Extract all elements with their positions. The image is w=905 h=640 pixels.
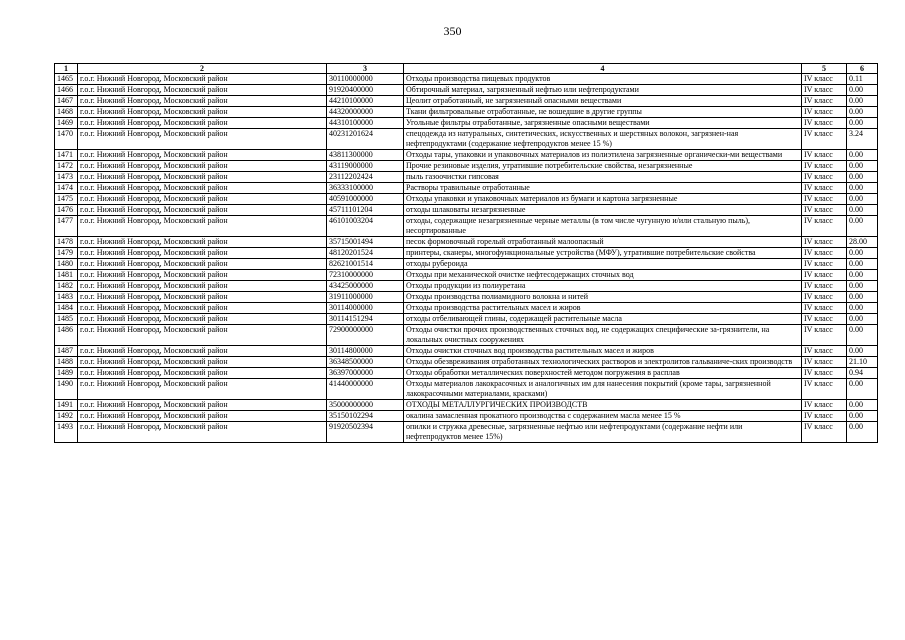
row-number: 1466 — [55, 85, 78, 96]
hazard-class-cell: IV класс — [802, 400, 847, 411]
waste-description-cell: Отходы при механической очистке нефтесодержащих сточных вод — [404, 270, 802, 281]
waste-code-cell: 46101003204 — [327, 216, 404, 237]
waste-code-cell: 40231201624 — [327, 129, 404, 150]
amount-cell: 0.00 — [847, 379, 878, 400]
waste-description-cell: принтеры, сканеры, многофункциональные устройства (МФУ), утратившие потребительские свойства — [404, 248, 802, 259]
table-row — [55, 325, 878, 346]
location-cell: г.о.г. Нижний Новгород, Московский район — [78, 129, 327, 150]
waste-description-cell: Отходы упаковки и упаковочных материалов из бумаги и картона загрязненные — [404, 194, 802, 205]
hazard-class-cell: IV класс — [802, 314, 847, 325]
table-row — [55, 118, 878, 129]
amount-cell: 3.24 — [847, 129, 878, 150]
table-row — [55, 368, 878, 379]
waste-description-cell: Ткани фильтровальные отработанные, не вошедшие в другие группы — [404, 107, 802, 118]
waste-code-cell: 35150102294 — [327, 411, 404, 422]
waste-description-cell: отходы рубероида — [404, 259, 802, 270]
amount-cell: 0.00 — [847, 259, 878, 270]
row-number: 1478 — [55, 237, 78, 248]
row-number: 1493 — [55, 422, 78, 443]
location-cell: г.о.г. Нижний Новгород, Московский район — [78, 292, 327, 303]
amount-cell: 0.00 — [847, 183, 878, 194]
location-cell: г.о.г. Нижний Новгород, Московский район — [78, 346, 327, 357]
waste-table — [54, 63, 878, 443]
amount-cell: 0.94 — [847, 368, 878, 379]
hazard-class-cell: IV класс — [802, 270, 847, 281]
table-row — [55, 281, 878, 292]
row-number: 1467 — [55, 96, 78, 107]
location-cell: г.о.г. Нижний Новгород, Московский район — [78, 150, 327, 161]
waste-code-cell: 30114800000 — [327, 346, 404, 357]
table-row — [55, 129, 878, 150]
waste-description-cell: Растворы травильные отработанные — [404, 183, 802, 194]
waste-description-cell: пыль газоочистки гипсовая — [404, 172, 802, 183]
row-number: 1473 — [55, 172, 78, 183]
hazard-class-cell: IV класс — [802, 259, 847, 270]
waste-code-cell: 35000000000 — [327, 400, 404, 411]
waste-description-cell: Отходы обработки металлических поверхностей методом погружения в расплав — [404, 368, 802, 379]
amount-cell: 0.00 — [847, 292, 878, 303]
table-row — [55, 259, 878, 270]
amount-cell: 0.00 — [847, 216, 878, 237]
row-number: 1486 — [55, 325, 78, 346]
hazard-class-cell: IV класс — [802, 205, 847, 216]
location-cell: г.о.г. Нижний Новгород, Московский район — [78, 183, 327, 194]
amount-cell: 0.00 — [847, 422, 878, 443]
page-number: 350 — [443, 24, 462, 38]
amount-cell: 0.00 — [847, 314, 878, 325]
waste-description-cell: Отходы тары, упаковки и упаковочных материалов из полиэтилена загрязненные органически-ми веществами — [404, 150, 802, 161]
location-cell: г.о.г. Нижний Новгород, Московский район — [78, 379, 327, 400]
location-cell: г.о.г. Нижний Новгород, Московский район — [78, 205, 327, 216]
table-row — [55, 85, 878, 96]
row-number: 1476 — [55, 205, 78, 216]
waste-code-cell: 36348500000 — [327, 357, 404, 368]
waste-code-cell: 44310100000 — [327, 118, 404, 129]
row-number: 1489 — [55, 368, 78, 379]
waste-code-cell: 72310000000 — [327, 270, 404, 281]
waste-description-cell: отходы отбеливающей глины, содержащей растительные масла — [404, 314, 802, 325]
waste-code-cell: 36333100000 — [327, 183, 404, 194]
waste-description-cell: Отходы производства полиамидного волокна и нитей — [404, 292, 802, 303]
waste-description-cell: Отходы продукции из полиуретана — [404, 281, 802, 292]
amount-cell: 0.00 — [847, 194, 878, 205]
row-number: 1491 — [55, 400, 78, 411]
waste-code-cell: 44320000000 — [327, 107, 404, 118]
table-header-row — [55, 64, 878, 74]
location-cell: г.о.г. Нижний Новгород, Московский район — [78, 259, 327, 270]
hazard-class-cell: IV класс — [802, 194, 847, 205]
waste-description-cell: окалина замасленная прокатного производства с содержанием масла менее 15 % — [404, 411, 802, 422]
waste-description-cell: Отходы производства растительных масел и жиров — [404, 303, 802, 314]
row-number: 1469 — [55, 118, 78, 129]
row-number: 1482 — [55, 281, 78, 292]
hazard-class-cell: IV класс — [802, 183, 847, 194]
row-number: 1484 — [55, 303, 78, 314]
table-row — [55, 422, 878, 443]
amount-cell: 28.00 — [847, 237, 878, 248]
row-number: 1488 — [55, 357, 78, 368]
hazard-class-cell: IV класс — [802, 346, 847, 357]
amount-cell: 0.00 — [847, 96, 878, 107]
hazard-class-cell: IV класс — [802, 281, 847, 292]
waste-code-cell: 30114151294 — [327, 314, 404, 325]
waste-description-cell: спецодежда из натуральных, синтетических, искусственных и шерстяных волокон, загрязнен-ная нефтепродуктами (содержание нефтепродуктов менее 15 %) — [404, 129, 802, 150]
table-row — [55, 107, 878, 118]
waste-code-cell: 43811300000 — [327, 150, 404, 161]
row-number: 1470 — [55, 129, 78, 150]
amount-cell: 0.00 — [847, 270, 878, 281]
amount-cell: 0.00 — [847, 346, 878, 357]
hazard-class-cell: IV класс — [802, 368, 847, 379]
table-row — [55, 292, 878, 303]
hazard-class-cell: IV класс — [802, 248, 847, 259]
hazard-class-cell: IV класс — [802, 325, 847, 346]
table-row — [55, 161, 878, 172]
hazard-class-cell: IV класс — [802, 129, 847, 150]
waste-code-cell: 43119000000 — [327, 161, 404, 172]
amount-cell: 0.00 — [847, 107, 878, 118]
table-row — [55, 248, 878, 259]
amount-cell: 0.00 — [847, 205, 878, 216]
waste-code-cell: 31911000000 — [327, 292, 404, 303]
location-cell: г.о.г. Нижний Новгород, Московский район — [78, 194, 327, 205]
hazard-class-cell: IV класс — [802, 422, 847, 443]
amount-cell: 0.00 — [847, 400, 878, 411]
row-number: 1479 — [55, 248, 78, 259]
hazard-class-cell: IV класс — [802, 161, 847, 172]
row-number: 1475 — [55, 194, 78, 205]
amount-cell: 21.10 — [847, 357, 878, 368]
location-cell: г.о.г. Нижний Новгород, Московский район — [78, 161, 327, 172]
amount-cell: 0.00 — [847, 303, 878, 314]
location-cell: г.о.г. Нижний Новгород, Московский район — [78, 216, 327, 237]
waste-description-cell: Прочие резиновые изделия, утратившие потребительские свойства, незагрязненные — [404, 161, 802, 172]
waste-code-cell: 23112202424 — [327, 172, 404, 183]
hazard-class-cell: IV класс — [802, 150, 847, 161]
location-cell: г.о.г. Нижний Новгород, Московский район — [78, 172, 327, 183]
row-number: 1471 — [55, 150, 78, 161]
row-number: 1472 — [55, 161, 78, 172]
location-cell: г.о.г. Нижний Новгород, Московский район — [78, 96, 327, 107]
waste-code-cell: 35715001494 — [327, 237, 404, 248]
amount-cell: 0.00 — [847, 118, 878, 129]
waste-description-cell: Обтирочный материал, загрязненный нефтью или нефтепродуктами — [404, 85, 802, 96]
table-row — [55, 314, 878, 325]
row-number: 1487 — [55, 346, 78, 357]
amount-cell: 0.00 — [847, 85, 878, 96]
waste-code-cell: 41440000000 — [327, 379, 404, 400]
location-cell: г.о.г. Нижний Новгород, Московский район — [78, 303, 327, 314]
column-header: 4 — [404, 64, 802, 74]
waste-code-cell: 30114000000 — [327, 303, 404, 314]
location-cell: г.о.г. Нижний Новгород, Московский район — [78, 74, 327, 85]
amount-cell: 0.00 — [847, 161, 878, 172]
column-header: 1 — [55, 64, 78, 74]
waste-code-cell: 45711101204 — [327, 205, 404, 216]
table-row — [55, 346, 878, 357]
waste-code-cell: 36397000000 — [327, 368, 404, 379]
waste-code-cell: 72900000000 — [327, 325, 404, 346]
waste-description-cell: ОТХОДЫ МЕТАЛЛУРГИЧЕСКИХ ПРОИЗВОДСТВ — [404, 400, 802, 411]
hazard-class-cell: IV класс — [802, 85, 847, 96]
waste-description-cell: Отходы очистки прочих производственных сточных вод, не содержащих специфические за-грязнители, на локальных очистных сооружениях — [404, 325, 802, 346]
location-cell: г.о.г. Нижний Новгород, Московский район — [78, 314, 327, 325]
waste-code-cell: 44210100000 — [327, 96, 404, 107]
column-header: 5 — [802, 64, 847, 74]
table-row — [55, 183, 878, 194]
hazard-class-cell: IV класс — [802, 172, 847, 183]
location-cell: г.о.г. Нижний Новгород, Московский район — [78, 400, 327, 411]
location-cell: г.о.г. Нижний Новгород, Московский район — [78, 411, 327, 422]
waste-description-cell: песок формовочный горелый отработанный малоопасный — [404, 237, 802, 248]
location-cell: г.о.г. Нижний Новгород, Московский район — [78, 237, 327, 248]
location-cell: г.о.г. Нижний Новгород, Московский район — [78, 422, 327, 443]
amount-cell: 0.00 — [847, 248, 878, 259]
hazard-class-cell: IV класс — [802, 292, 847, 303]
table-row — [55, 303, 878, 314]
table-row — [55, 411, 878, 422]
column-header: 3 — [327, 64, 404, 74]
waste-code-cell: 43425000000 — [327, 281, 404, 292]
hazard-class-cell: IV класс — [802, 74, 847, 85]
table-body — [55, 74, 878, 443]
table-row — [55, 379, 878, 400]
hazard-class-cell: IV класс — [802, 96, 847, 107]
row-number: 1483 — [55, 292, 78, 303]
hazard-class-cell: IV класс — [802, 237, 847, 248]
hazard-class-cell: IV класс — [802, 379, 847, 400]
waste-description-cell: отходы шлаковаты незагрязненные — [404, 205, 802, 216]
table-row — [55, 74, 878, 85]
amount-cell: 0.00 — [847, 411, 878, 422]
amount-cell: 0.11 — [847, 74, 878, 85]
table-row — [55, 237, 878, 248]
table-row — [55, 96, 878, 107]
amount-cell: 0.00 — [847, 172, 878, 183]
row-number: 1490 — [55, 379, 78, 400]
hazard-class-cell: IV класс — [802, 118, 847, 129]
column-header: 6 — [847, 64, 878, 74]
amount-cell: 0.00 — [847, 150, 878, 161]
location-cell: г.о.г. Нижний Новгород, Московский район — [78, 270, 327, 281]
waste-description-cell: опилки и стружка древесные, загрязненные нефтью или нефтепродуктами (содержание нефти или нефтепродуктов менее 15%) — [404, 422, 802, 443]
hazard-class-cell: IV класс — [802, 357, 847, 368]
amount-cell: 0.00 — [847, 281, 878, 292]
row-number: 1474 — [55, 183, 78, 194]
table-row — [55, 270, 878, 281]
table-row — [55, 205, 878, 216]
row-number: 1465 — [55, 74, 78, 85]
table-row — [55, 150, 878, 161]
location-cell: г.о.г. Нижний Новгород, Московский район — [78, 357, 327, 368]
waste-code-cell: 30110000000 — [327, 74, 404, 85]
hazard-class-cell: IV класс — [802, 216, 847, 237]
hazard-class-cell: IV класс — [802, 107, 847, 118]
table-row — [55, 194, 878, 205]
table-row — [55, 216, 878, 237]
waste-code-cell: 48120201524 — [327, 248, 404, 259]
row-number: 1468 — [55, 107, 78, 118]
hazard-class-cell: IV класс — [802, 303, 847, 314]
amount-cell: 0.00 — [847, 325, 878, 346]
column-header: 2 — [78, 64, 327, 74]
table-row — [55, 357, 878, 368]
waste-description-cell: Угольные фильтры отработанные, загрязненные опасными веществами — [404, 118, 802, 129]
waste-code-cell: 40591000000 — [327, 194, 404, 205]
waste-description-cell: Цеолит отработанный, не загрязненный опасными веществами — [404, 96, 802, 107]
row-number: 1477 — [55, 216, 78, 237]
location-cell: г.о.г. Нижний Новгород, Московский район — [78, 325, 327, 346]
waste-description-cell: Отходы очистки сточных вод производства растительных масел и жиров — [404, 346, 802, 357]
location-cell: г.о.г. Нижний Новгород, Московский район — [78, 107, 327, 118]
waste-code-cell: 91920400000 — [327, 85, 404, 96]
location-cell: г.о.г. Нижний Новгород, Московский район — [78, 85, 327, 96]
waste-description-cell: Отходы производства пищевых продуктов — [404, 74, 802, 85]
row-number: 1492 — [55, 411, 78, 422]
location-cell: г.о.г. Нижний Новгород, Московский район — [78, 281, 327, 292]
row-number: 1480 — [55, 259, 78, 270]
waste-code-cell: 82621001514 — [327, 259, 404, 270]
row-number: 1485 — [55, 314, 78, 325]
waste-description-cell: отходы, содержащие незагрязненные черные металлы (в том числе чугунную и/или стальную пыль), несортированные — [404, 216, 802, 237]
waste-description-cell: Отходы материалов лакокрасочных и аналогичных им для нанесения покрытий (кроме тары, загрязненной лакокрасочными материалами, красками) — [404, 379, 802, 400]
waste-code-cell: 91920502394 — [327, 422, 404, 443]
row-number: 1481 — [55, 270, 78, 281]
waste-description-cell: Отходы обезвреживания отработанных технологических растворов и электролитов гальваниче-ских производств — [404, 357, 802, 368]
location-cell: г.о.г. Нижний Новгород, Московский район — [78, 118, 327, 129]
location-cell: г.о.г. Нижний Новгород, Московский район — [78, 368, 327, 379]
location-cell: г.о.г. Нижний Новгород, Московский район — [78, 248, 327, 259]
table-row — [55, 400, 878, 411]
hazard-class-cell: IV класс — [802, 411, 847, 422]
table-row — [55, 172, 878, 183]
